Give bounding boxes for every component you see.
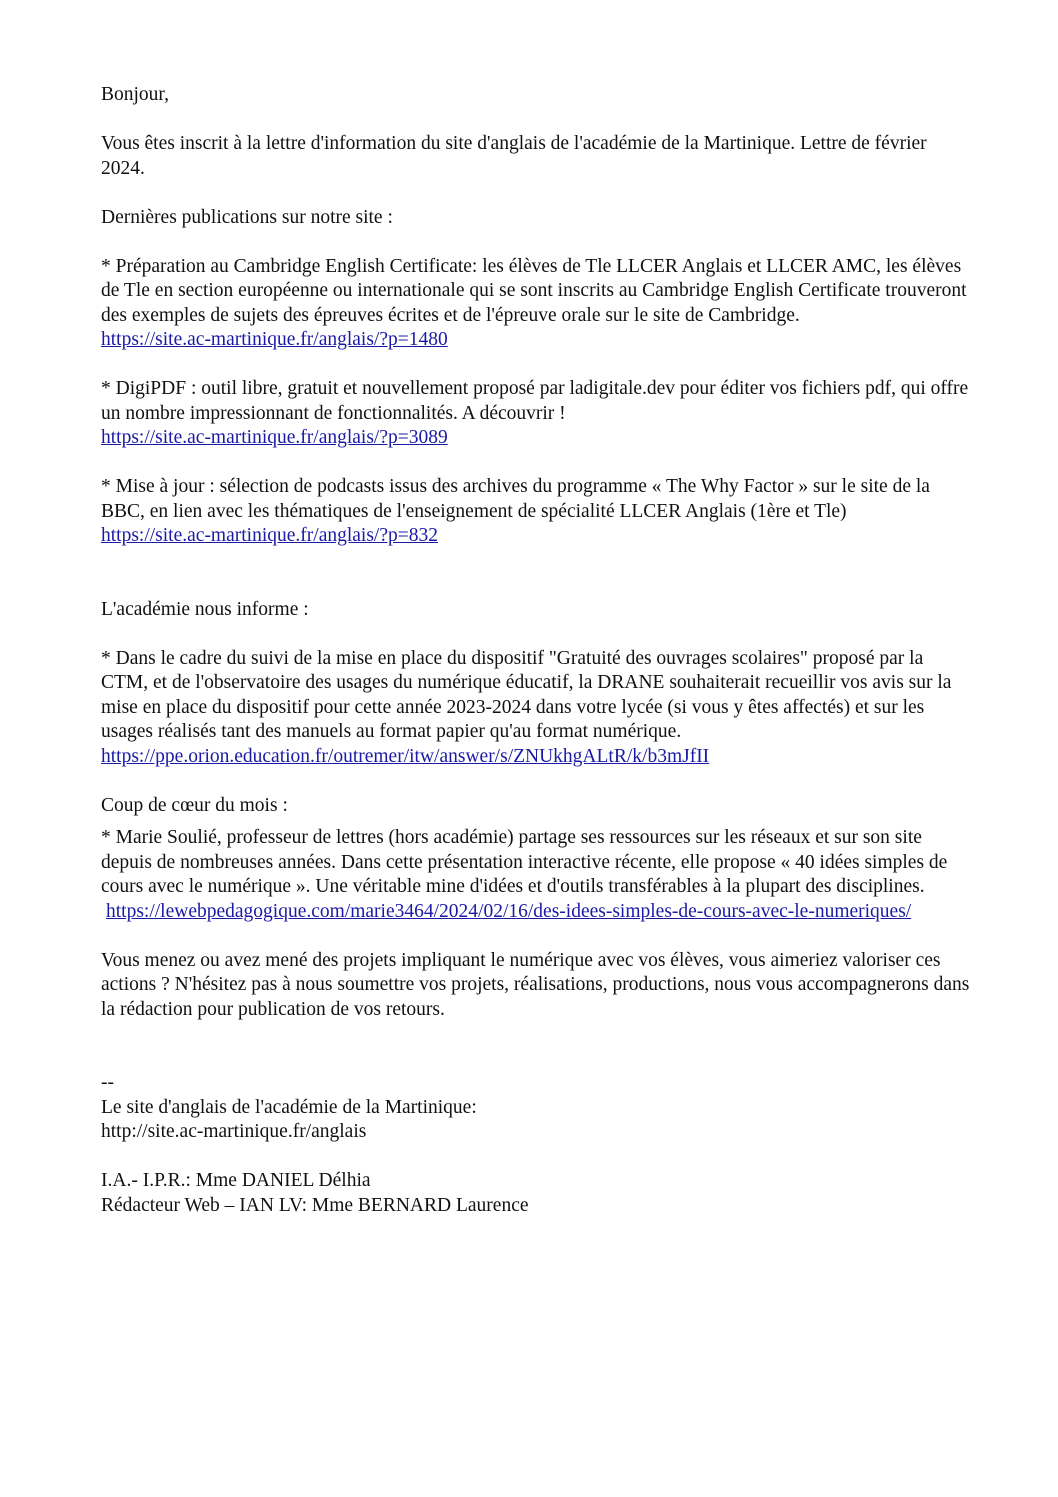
academy-text: * Dans le cadre du suivi de la mise en place du dispositif "Gratuité des ouvrages scolaires" proposé par la CTM, et de l'observatoire des usages du numérique éducatif, la DRANE souhaiterait recueillir vos avis sur la mise en place du dispositif pour cette année 2023-2024 dans votre lycée (si vous y êtes affectés) et sur les usages réalisés tant des manuels au format papier qu'au format numérique. [101,647,952,742]
signature-inspector: I.A.- I.P.R.: Mme DANIEL Délhia [101,1170,371,1191]
favorite-heading: Coup de cœur du mois : [101,794,288,816]
publication-item-cambridge [101,255,971,353]
signature-editor: Rédacteur Web – IAN LV: Mme BERNARD Laurence [101,1194,529,1216]
publication-text: * Préparation au Cambridge English Certificate: les élèves de Tle LLCER Anglais et LLCER AMC, les élèves de Tle en section européenne ou internationale qui se sont inscrits au Cambridge English Certificate trouveront des exemples de sujets des épreuves écrites et de l'épreuve orale sur le site de Cambridge. [101,255,967,326]
signature-block [101,1071,971,1218]
call-to-action-paragraph: Vous menez ou avez mené des projets impliquant le numérique avec vos élèves, vous aimeriez valoriser ces actions ? N'hésitez pas à nous soumettre vos projets, réalisations, productions, nous vous accompagnerons dans la rédaction pour publication de vos retours. [101,949,970,1020]
signature-separator: -- [101,1072,114,1093]
academy-heading: L'académie nous informe : [101,598,309,620]
publication-text: * DigiPDF : outil libre, gratuit et nouvellement proposé par ladigitale.dev pour éditer vos fichiers pdf, qui offre un nombre impressionnant de fonctionnalités. A découvrir ! [101,378,969,424]
academy-item [101,647,971,770]
favorite-item [101,826,971,924]
greeting: Bonjour, [101,84,170,105]
intro-paragraph: Vous êtes inscrit à la lettre d'information du site d'anglais de l'académie de la Martinique. Lettre de février 2024. [101,133,927,179]
favorite-text: * Marie Soulié, professeur de lettres (hors académie) partage ses ressources sur les réseaux et sur son site depuis de nombreuses années. Dans cette présentation interactive récente, elle propose « 40 idées simples de cours avec le numérique ». Une véritable mine d'idées et d'outils transférables à la plupart des disciplines. [101,827,948,897]
publications-heading: Dernières publications sur notre site : [101,206,393,228]
newsletter-document [101,83,971,1218]
publication-item-digipdf [101,377,971,451]
signature-site-url: http://site.ac-martinique.fr/anglais [101,1121,367,1142]
publication-item-podcasts [101,475,971,549]
academy-survey-link[interactable]: https://ppe.orion.education.fr/outremer/itw/answer/s/ZNUkhgALtR/k/b3mJfII [101,745,710,767]
favorite-link[interactable]: https://lewebpedagogique.com/marie3464/2024/02/16/des-idees-simples-de-cours-avec-le-numeriques/ [106,900,912,922]
signature-site-label: Le site d'anglais de l'académie de la Martinique: [101,1096,477,1118]
publication-link-podcasts[interactable]: https://site.ac-martinique.fr/anglais/?p=832 [101,525,438,546]
publication-text: * Mise à jour : sélection de podcasts issus des archives du programme « The Why Factor » sur le site de la BBC, en lien avec les thématiques de l'enseignement de spécialité LLCER Anglais (1ère et Tle) [101,476,930,522]
publication-link-cambridge[interactable]: https://site.ac-martinique.fr/anglais/?p=1480 [101,329,448,350]
publication-link-digipdf[interactable]: https://site.ac-martinique.fr/anglais/?p=3089 [101,427,448,448]
